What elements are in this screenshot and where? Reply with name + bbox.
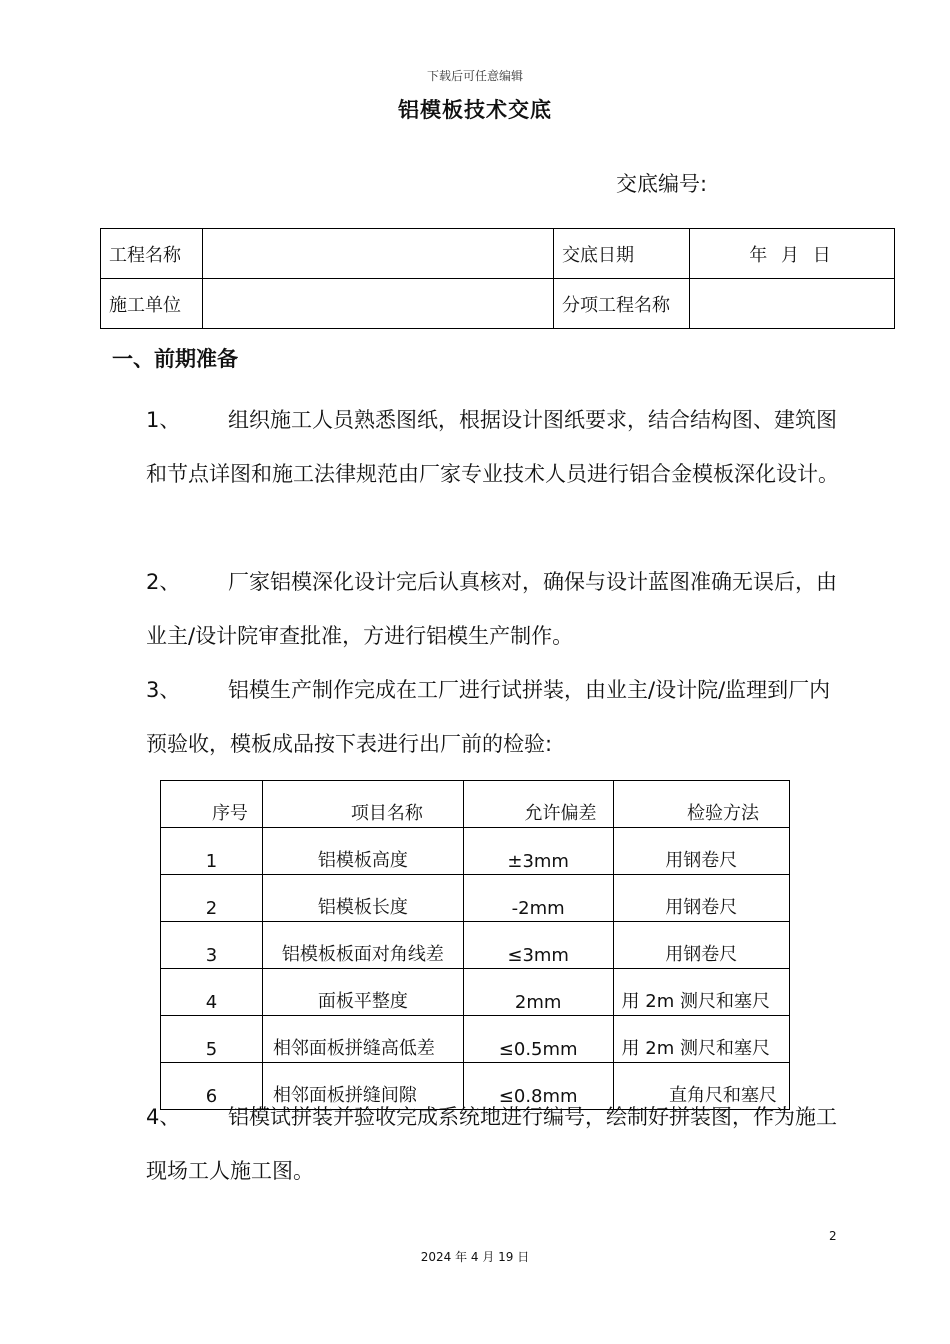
- row-method: 用钢卷尺: [613, 922, 789, 969]
- sub-project-value: [690, 279, 895, 329]
- row-item: 铝模板长度: [262, 875, 463, 922]
- paragraph-text: 组织施工人员熟悉图纸，根据设计图纸要求，结合结构图、建筑图和节点详图和施工法律规范由厂家专业技术人员进行铝合金模板深化设计。: [146, 408, 839, 486]
- table-row: [161, 922, 790, 969]
- row-index: 5: [161, 1016, 263, 1063]
- row-tolerance: ±3mm: [463, 828, 613, 875]
- table-row: [161, 875, 790, 922]
- row-item: 相邻面板拼缝高低差: [262, 1016, 463, 1063]
- table-row: [161, 828, 790, 875]
- row-index: 3: [161, 922, 263, 969]
- table-row: [161, 969, 790, 1016]
- row-item: 铝模板板面对角线差: [262, 922, 463, 969]
- inspection-table: [160, 780, 790, 1110]
- paragraph-number: 1、: [146, 408, 181, 432]
- header-method: 检验方法: [613, 781, 789, 828]
- row-item: 铝模板高度: [262, 828, 463, 875]
- row-tolerance: -2mm: [463, 875, 613, 922]
- section-title: 一、前期准备: [112, 347, 238, 371]
- page-number: 2: [829, 1229, 837, 1243]
- row-method: 用 2m 测尺和塞尺: [613, 1016, 789, 1063]
- row-index: 4: [161, 969, 263, 1016]
- date-value: 年 月 日: [690, 229, 895, 279]
- row-method: 直角尺和塞尺: [613, 1063, 789, 1110]
- paragraph-text: 厂家铝模深化设计完后认真核对，确保与设计蓝图准确无误后，由业主/设计院审查批准，方进行铝模生产制作。: [146, 570, 837, 648]
- paragraph-3: [146, 663, 846, 771]
- row-method: 用 2m 测尺和塞尺: [613, 969, 789, 1016]
- date-label: 交底日期: [554, 229, 690, 279]
- row-item: 相邻面板拼缝间隙: [262, 1063, 463, 1110]
- project-name-label: 工程名称: [101, 229, 203, 279]
- project-name-value: [203, 229, 554, 279]
- sub-project-label: 分项工程名称: [554, 279, 690, 329]
- unit-value: [203, 279, 554, 329]
- disclosure-code-label: 交底编号:: [616, 172, 708, 196]
- header-item: 项目名称: [262, 781, 463, 828]
- row-item: 面板平整度: [262, 969, 463, 1016]
- paragraph-2: [146, 555, 846, 663]
- footer-date: 2024 年 4 月 19 日: [420, 1250, 530, 1264]
- header-index: 序号: [161, 781, 263, 828]
- row-tolerance: ≤0.8mm: [463, 1063, 613, 1110]
- row-tolerance: ≤0.5mm: [463, 1016, 613, 1063]
- info-table: [100, 228, 895, 329]
- info-row-1: [101, 229, 895, 279]
- info-row-2: [101, 279, 895, 329]
- paragraph-4: [146, 1090, 846, 1198]
- row-method: 用钢卷尺: [613, 875, 789, 922]
- unit-label: 施工单位: [101, 279, 203, 329]
- paragraph-text: 铝模试拼装并验收完成系统地进行编号，绘制好拼装图，作为施工现场工人施工图。: [146, 1105, 837, 1183]
- header-note: 下载后可任意编辑: [426, 69, 523, 83]
- inspection-header-row: [161, 781, 790, 828]
- header-tolerance: 允许偏差: [463, 781, 613, 828]
- row-index: 2: [161, 875, 263, 922]
- row-tolerance: ≤3mm: [463, 922, 613, 969]
- row-method: 用钢卷尺: [613, 828, 789, 875]
- row-index: 1: [161, 828, 263, 875]
- document-title: 铝模板技术交底: [398, 98, 552, 122]
- paragraph-number: 2、: [146, 570, 181, 594]
- paragraph-number: 4、: [146, 1105, 181, 1129]
- table-row: [161, 1016, 790, 1063]
- paragraph-number: 3、: [146, 678, 181, 702]
- row-tolerance: 2mm: [463, 969, 613, 1016]
- paragraph-text: 铝模生产制作完成在工厂进行试拼装，由业主/设计院/监理到厂内预验收，模板成品按下表进行出厂前的检验:: [146, 678, 831, 756]
- paragraph-1: [146, 393, 846, 501]
- row-index: 6: [161, 1063, 263, 1110]
